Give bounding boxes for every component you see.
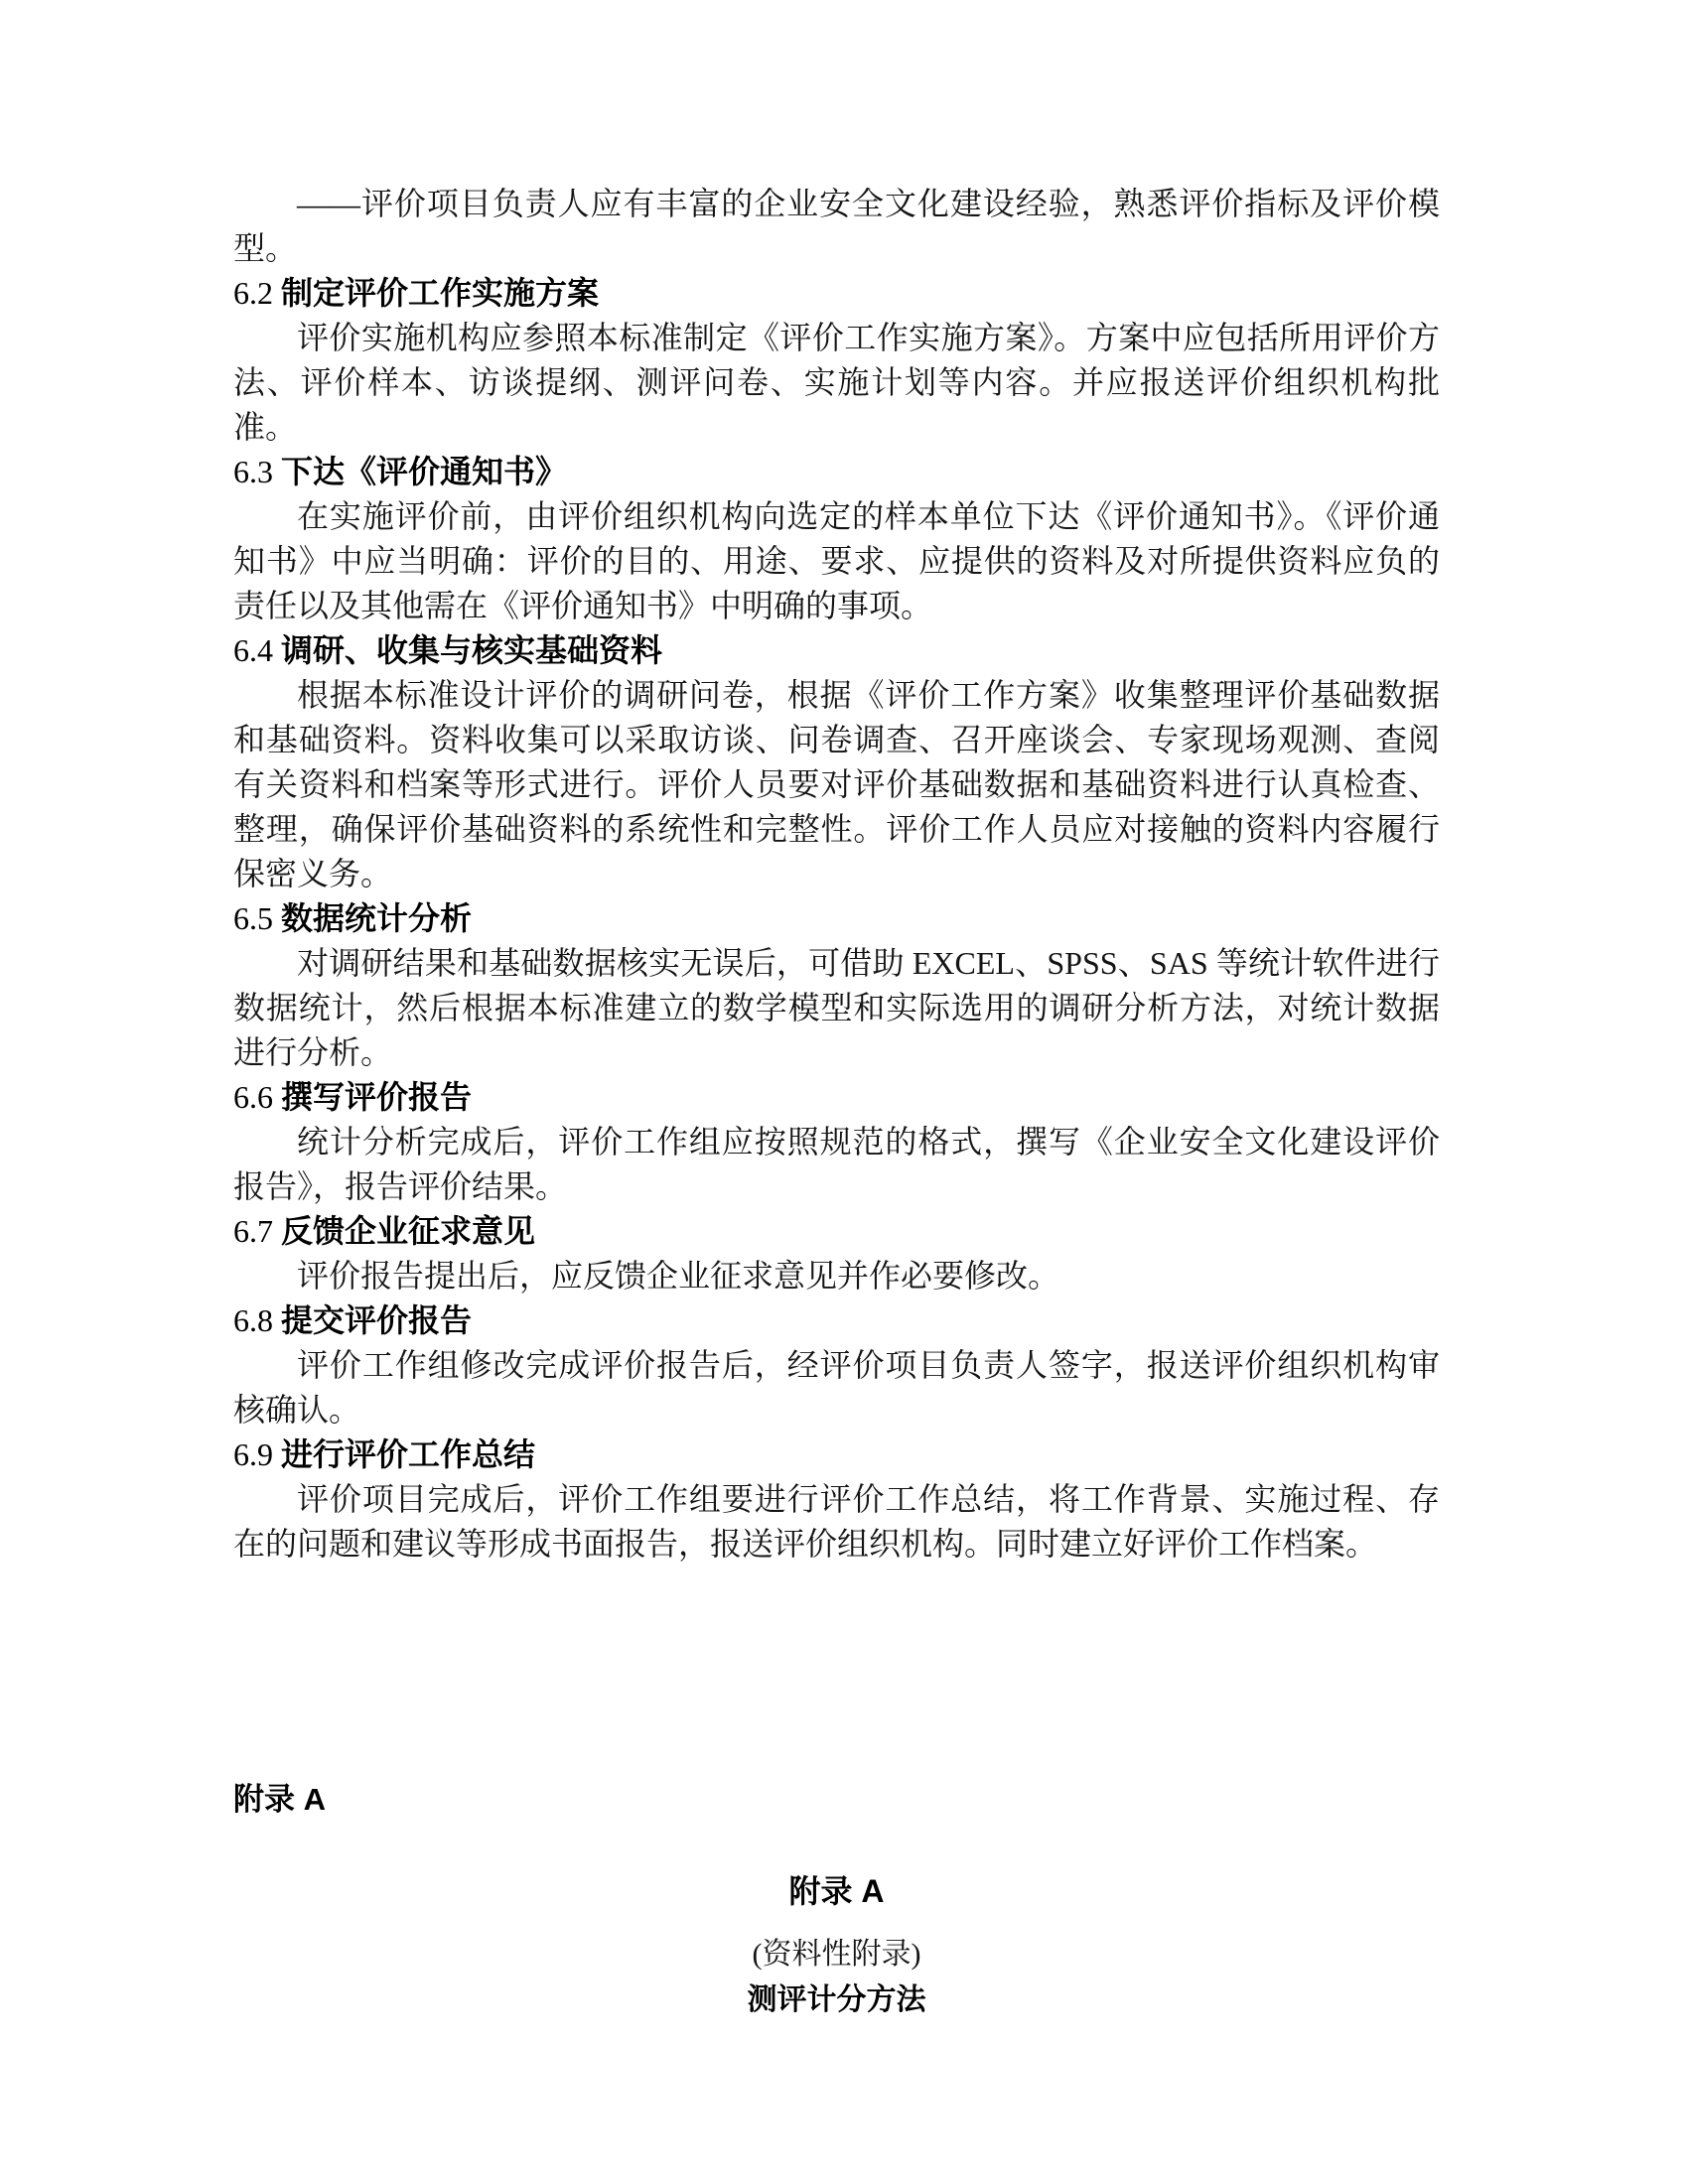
body-paragraph: 评价工作组修改完成评价报告后，经评价项目负责人签字，报送评价组织机构审核确认。 [233, 1347, 1440, 1428]
section-number: 6.4 [233, 632, 273, 668]
section-number: 6.3 [233, 454, 273, 489]
section-heading [233, 896, 1440, 941]
section-number: 6.2 [233, 275, 273, 311]
appendix-subtitle: (资料性附录) [752, 1938, 921, 1971]
section-heading [233, 1433, 1440, 1477]
section-title: 提交评价报告 [281, 1302, 473, 1338]
body-paragraph: 评价报告提出后，应反馈企业征求意见并作必要修改。 [297, 1258, 1060, 1294]
section-heading [233, 1298, 1440, 1343]
body-paragraph: 评价项目完成后，评价工作组要进行评价工作总结，将工作背景、实施过程、存在的问题和建议等形成书面报告，报送评价组织机构。同时建立好评价工作档案。 [233, 1481, 1440, 1562]
section-number: 6.6 [233, 1079, 273, 1115]
document-content [233, 182, 1440, 2021]
section-number: 6.8 [233, 1302, 273, 1338]
section-number: 6.5 [233, 900, 273, 936]
body-paragraph: ——评价项目负责人应有丰富的企业安全文化建设经验，熟悉评价指标及评价模型。 [233, 186, 1440, 266]
section-heading [233, 628, 1440, 673]
body-paragraph: 评价实施机构应参照本标准制定《评价工作实施方案》。方案中应包括所用评价方法、评价样本、访谈提纲、测评问卷、实施计划等内容。并应报送评价组织机构批准。 [233, 320, 1440, 445]
section-title: 进行评价工作总结 [281, 1436, 536, 1472]
document-blocks [233, 182, 1440, 1567]
section-heading [233, 450, 1440, 494]
section-heading [233, 1209, 1440, 1254]
body-paragraph: 对调研结果和基础数据核实无误后，可借助 EXCEL、SPSS、SAS 等统计软件进行数据统计，然后根据本标准建立的数学模型和实际选用的调研分析方法，对统计数据进行分析。 [233, 945, 1440, 1070]
body-paragraph: 根据本标准设计评价的调研问卷，根据《评价工作方案》收集整理评价基础数据和基础资料。资料收集可以采取访谈、问卷调查、召开座谈会、专家现场观测、查阅有关资料和档案等形式进行。评价人员要对评价基础数据和基础资料进行认真检查、整理，确保评价基础资料的系统性和完整性。评价工作人员应对接触的资料内容履行保密义务。 [233, 677, 1440, 891]
section-heading [233, 1075, 1440, 1120]
appendix-header [233, 1869, 1440, 2021]
section-title: 调研、收集与核实基础资料 [281, 632, 663, 668]
section-title: 下达《评价通知书》 [281, 454, 568, 489]
body-paragraph: 统计分析完成后，评价工作组应按照规范的格式，撰写《企业安全文化建设评价报告》，报告评价结果。 [233, 1124, 1440, 1204]
section-title: 反馈企业征求意见 [281, 1213, 536, 1249]
appendix-title: 附录 A [788, 1873, 885, 1909]
appendix-method-heading: 测评计分方法 [747, 1983, 926, 2016]
section-heading [233, 271, 1440, 316]
section-number: 6.7 [233, 1213, 273, 1249]
section-title: 制定评价工作实施方案 [281, 275, 600, 311]
section-title: 撰写评价报告 [281, 1079, 473, 1115]
section-number: 6.9 [233, 1436, 273, 1472]
appendix-side-label: 附录 A [233, 1782, 326, 1817]
section-title: 数据统计分析 [281, 900, 473, 936]
body-paragraph: 在实施评价前，由评价组织机构向选定的样本单位下达《评价通知书》。《评价通知书》中应当明确：评价的目的、用途、要求、应提供的资料及对所提供资料应负的责任以及其他需在《评价通知书》中明确的事项。 [233, 498, 1440, 623]
